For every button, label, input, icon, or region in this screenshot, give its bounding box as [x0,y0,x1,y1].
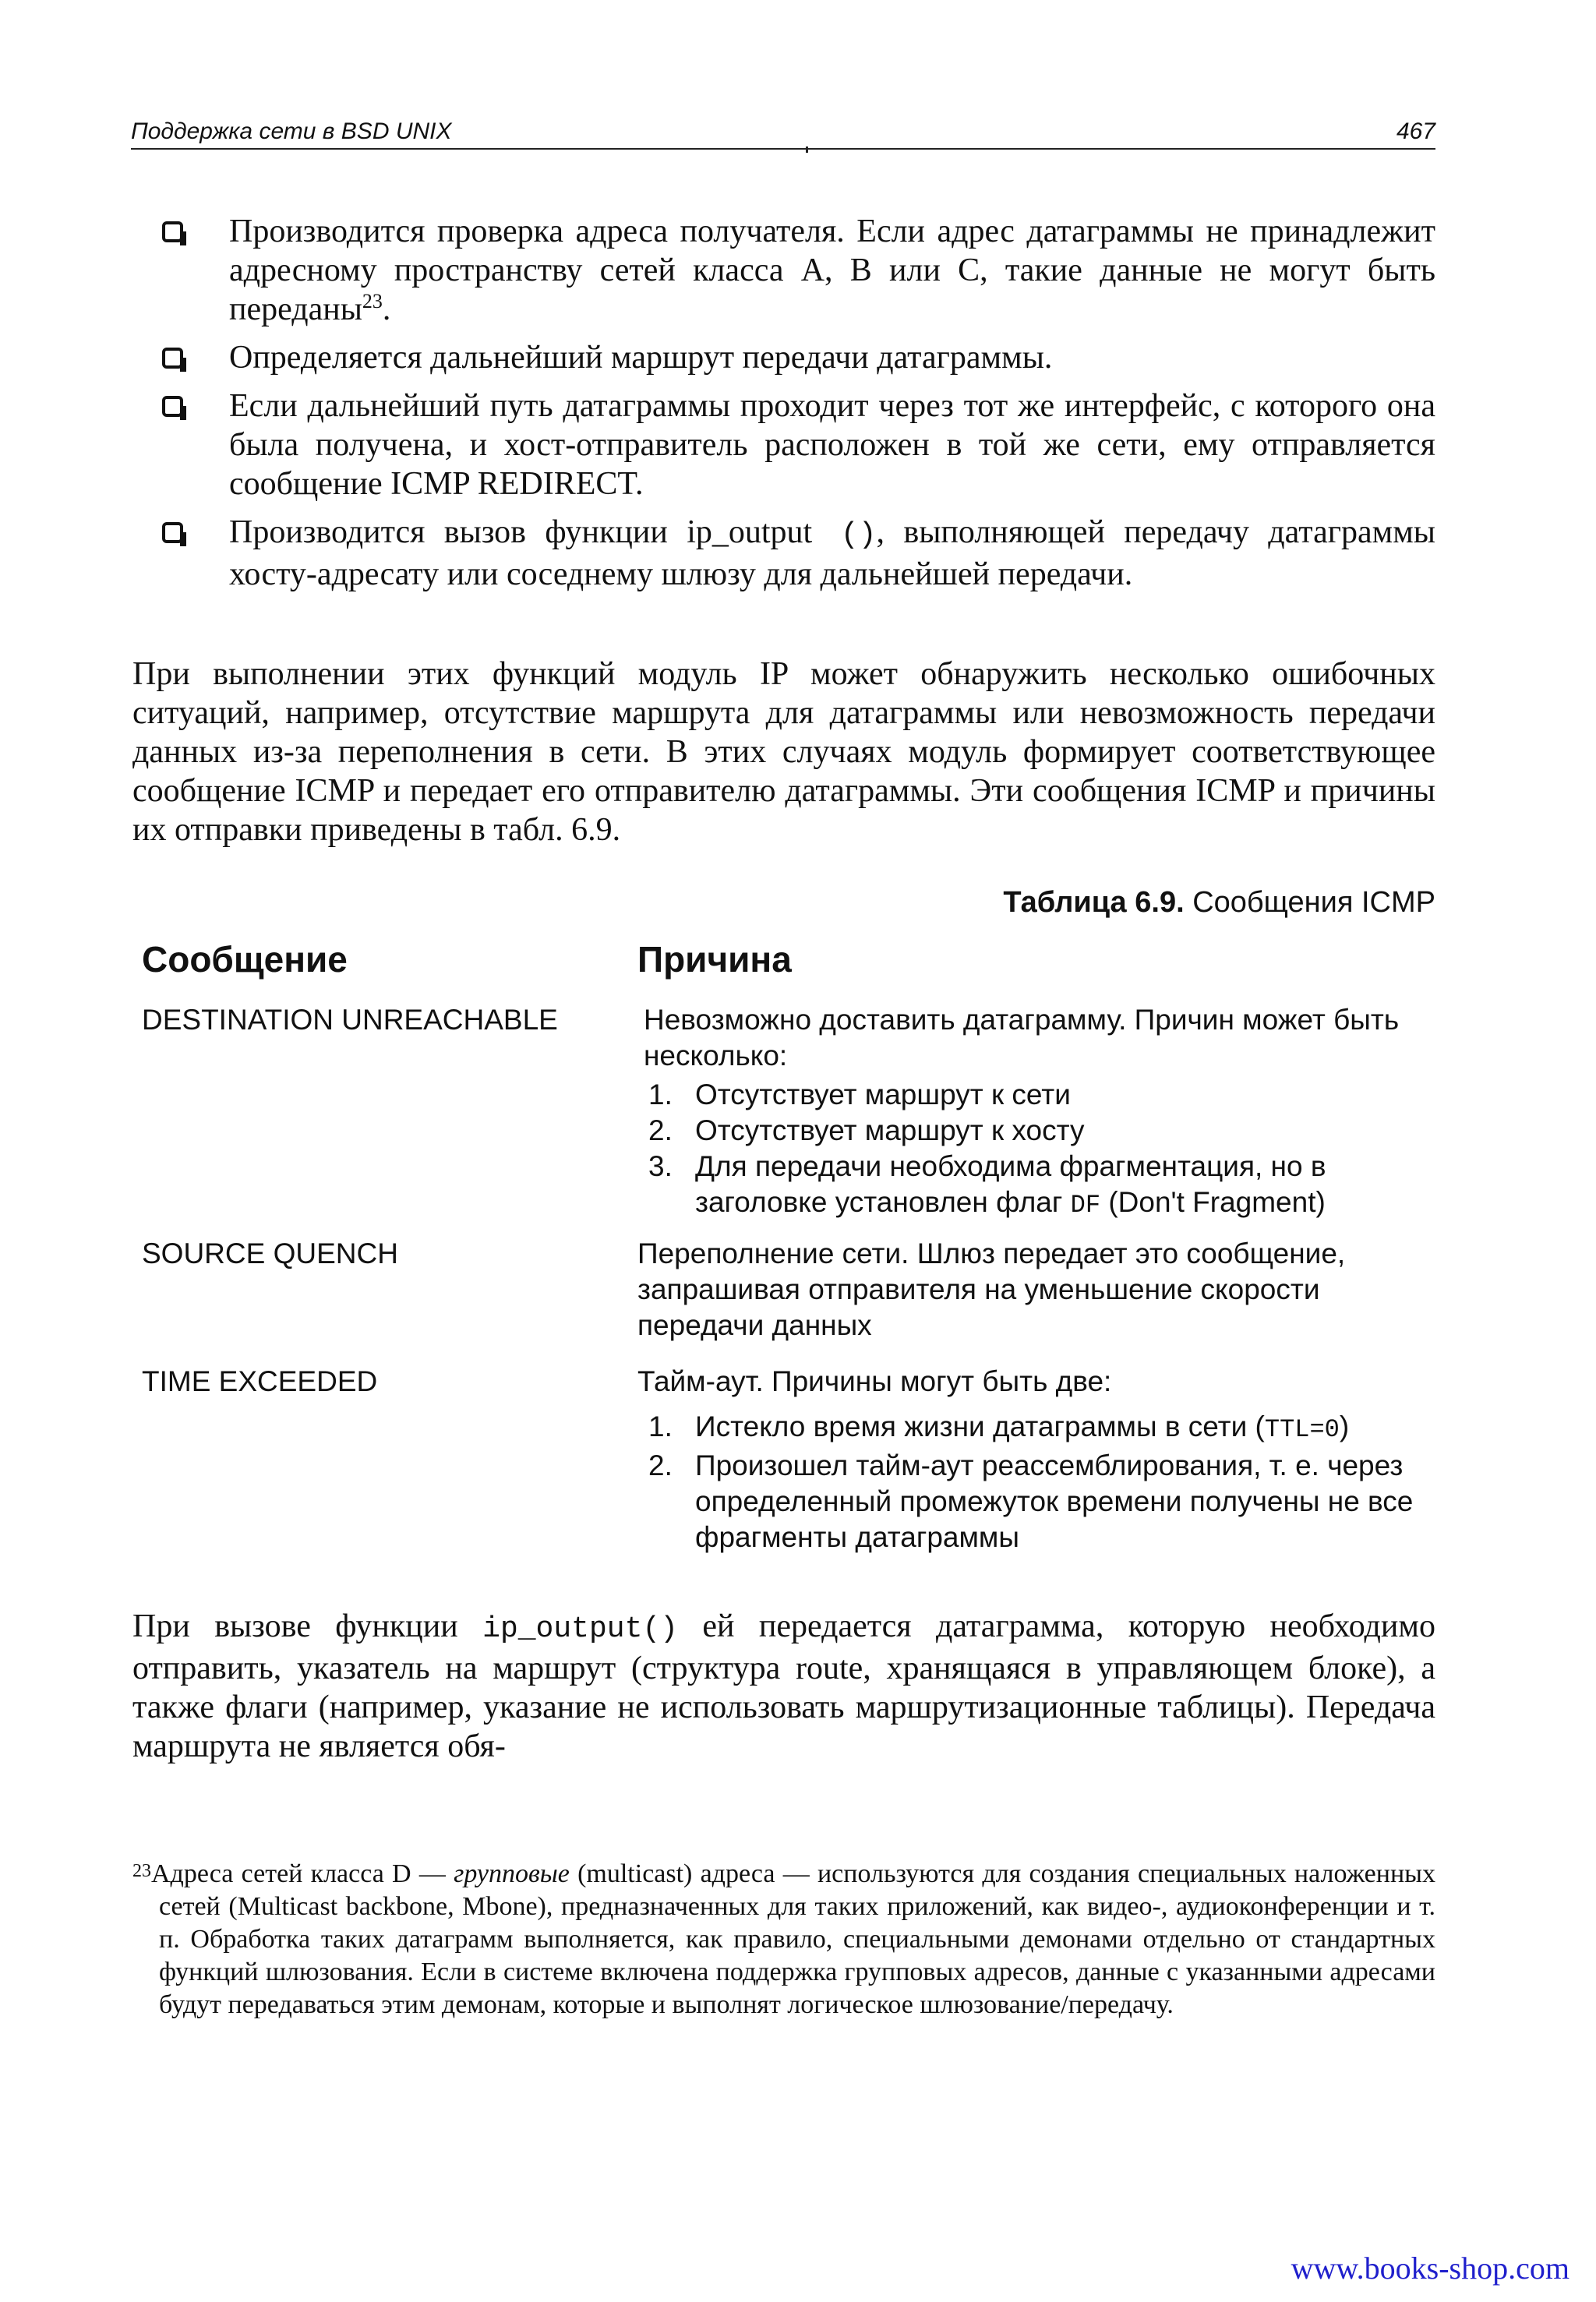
bullet-text: Производится проверка адреса получателя. Если адрес датаграммы не принадлежит адресному пространству сетей класса А, В или С, такие данные не могут быть переданы [229,214,1435,327]
table-caption-text: Сообщения ICMP [1184,886,1435,919]
checkbox-bullet-icon [162,396,183,417]
checkbox-bullet-icon [162,522,183,543]
bullet-item [162,212,1435,329]
reason-list-item [637,1077,1435,1113]
table-row [142,1236,1435,1343]
bullet-list [162,212,1435,603]
paragraph-text-end: ей передается датаграмма, которую необходимо отправить, указатель на маршрут (структура route, хранящаяся в управляющем блоке), а также флаги (например, указание не использовать маршрутизационные таблицы). Передача маршрута не является обя- [132,1608,1435,1764]
list-number: 1. [648,1079,673,1110]
header-rule-tick [806,147,808,153]
list-number: 2. [648,1449,673,1481]
body-paragraph: При выполнении этих функций модуль IP может обнаружить несколько ошибочных ситуаций, например, отсутствие маршрута для датаграммы или невозможность передачи данных из-за переполнения в сети. В этих случаях модуль формирует соответствующее сообщение ICMP и передает его отправителю датаграммы. Эти сообщения ICMP и причины их отправки приведены в табл. 6.9. [132,656,1435,848]
list-text-end: ) [1339,1411,1350,1442]
icmp-messages-table [142,938,1435,1555]
message-cell: TIME EXCEEDED [142,1365,378,1397]
bullet-item [162,338,1435,377]
code-parens: () [812,518,877,552]
bullet-text: Если дальнейший путь датаграммы проходит через тот же интерфейс, с которого она была получена, и хост-отправитель расположен в той же сети, ему отправляется сообщение ICMP REDIRECT. [229,388,1435,502]
table-caption-label: Таблица 6.9. [1003,886,1185,919]
reason-list [637,1077,1435,1223]
table-caption [1003,884,1435,921]
running-header-title: Поддержка сети в BSD UNIX [131,118,452,144]
paragraph-text: При вызове функции [132,1608,483,1644]
footnote [132,1858,1435,2021]
list-text: Истекло время жизни датаграммы в сети ( [695,1411,1265,1442]
table-row [142,1002,1435,1223]
reason-cell [637,1002,1435,1223]
checkbox-bullet-icon [162,221,183,242]
message-cell: SOURCE QUENCH [142,1238,398,1269]
df-flag-code: DF [1070,1191,1101,1220]
message-cell: DESTINATION UNREACHABLE [142,1004,558,1036]
body-paragraph [132,1607,1435,1766]
reason-list [637,1409,1435,1555]
list-number: 3. [648,1150,673,1182]
reason-text: Тайм-аут. Причины могут быть две: [637,1365,1112,1397]
column-header-reason: Причина [637,939,792,980]
ip-output-code: ip_output() [482,1612,678,1646]
list-number: 1. [648,1411,673,1442]
bullet-text-end: . [382,291,391,327]
footnote-body [132,1858,1435,2021]
footnote-ref: 23 [362,290,383,312]
reason-text: Переполнение сети. Шлюз передает это сообщение, запрашивая отправителя на уменьшение скорости передачи данных [637,1238,1346,1341]
column-header-message: Сообщение [142,939,348,980]
list-text: Для передачи необходима фрагментация, но в заголовке установлен флаг [695,1150,1326,1218]
reason-list-item [637,1149,1435,1223]
list-text-end: (Don't Fragment) [1100,1186,1326,1218]
reason-list-item [637,1448,1435,1555]
footnote-number: 23 [132,1861,151,1881]
table-row [142,1364,1435,1555]
bullet-item [162,387,1435,503]
reason-text: Невозможно доставить датаграмму. Причин может быть несколько: [644,1004,1400,1072]
footnote-lead: Адреса сетей класса D — [151,1859,454,1888]
reason-list-item [637,1409,1435,1448]
list-text: Произошел тайм-аут реассемблирования, т. е. через определенный промежуток времени получены не все фрагменты датаграммы [695,1449,1414,1553]
reason-cell [637,1364,1435,1555]
reason-cell [637,1236,1435,1343]
footnote-first [132,1859,151,1888]
footnote-text: (multicast) адреса — используются для создания специальных наложенных сетей (Multicast backbone, Mbone), предназначенных для таких приложений, как видео-, аудиоконференции и т. п. Обработка таких датаграмм выполняется, как правило, специальными демонами отдельно от стандартных функций шлюзования. Если в системе включена поддержка групповых адресов, данные с указанными адресами будут передаваться этим демонам, которые и выполнят логическое шлюзование/передачу. [159,1859,1435,2019]
footnote-emphasis: групповые [454,1859,570,1888]
bullet-text: Производится вызов функции ip_output [229,514,813,550]
list-number: 2. [648,1114,673,1146]
reason-list-item [637,1113,1435,1149]
table-header [142,938,1435,996]
page-number: 467 [1396,118,1435,144]
list-text: Отсутствует маршрут к сети [695,1079,1071,1110]
ttl-code: TTL=0 [1264,1415,1340,1444]
watermark-link[interactable]: www.books-shop.com [1291,2251,1570,2286]
running-header [131,115,1435,150]
bullet-text: Определяется дальнейший маршрут передачи датаграммы. [229,340,1053,376]
list-text: Отсутствует маршрут к хосту [695,1114,1085,1146]
bullet-item [162,513,1435,594]
checkbox-bullet-icon [162,348,183,369]
bullet-text-end: , выполняющей передачу датаграммы хосту-адресату или соседнему шлюзу для дальнейшей передачи. [229,514,1435,592]
